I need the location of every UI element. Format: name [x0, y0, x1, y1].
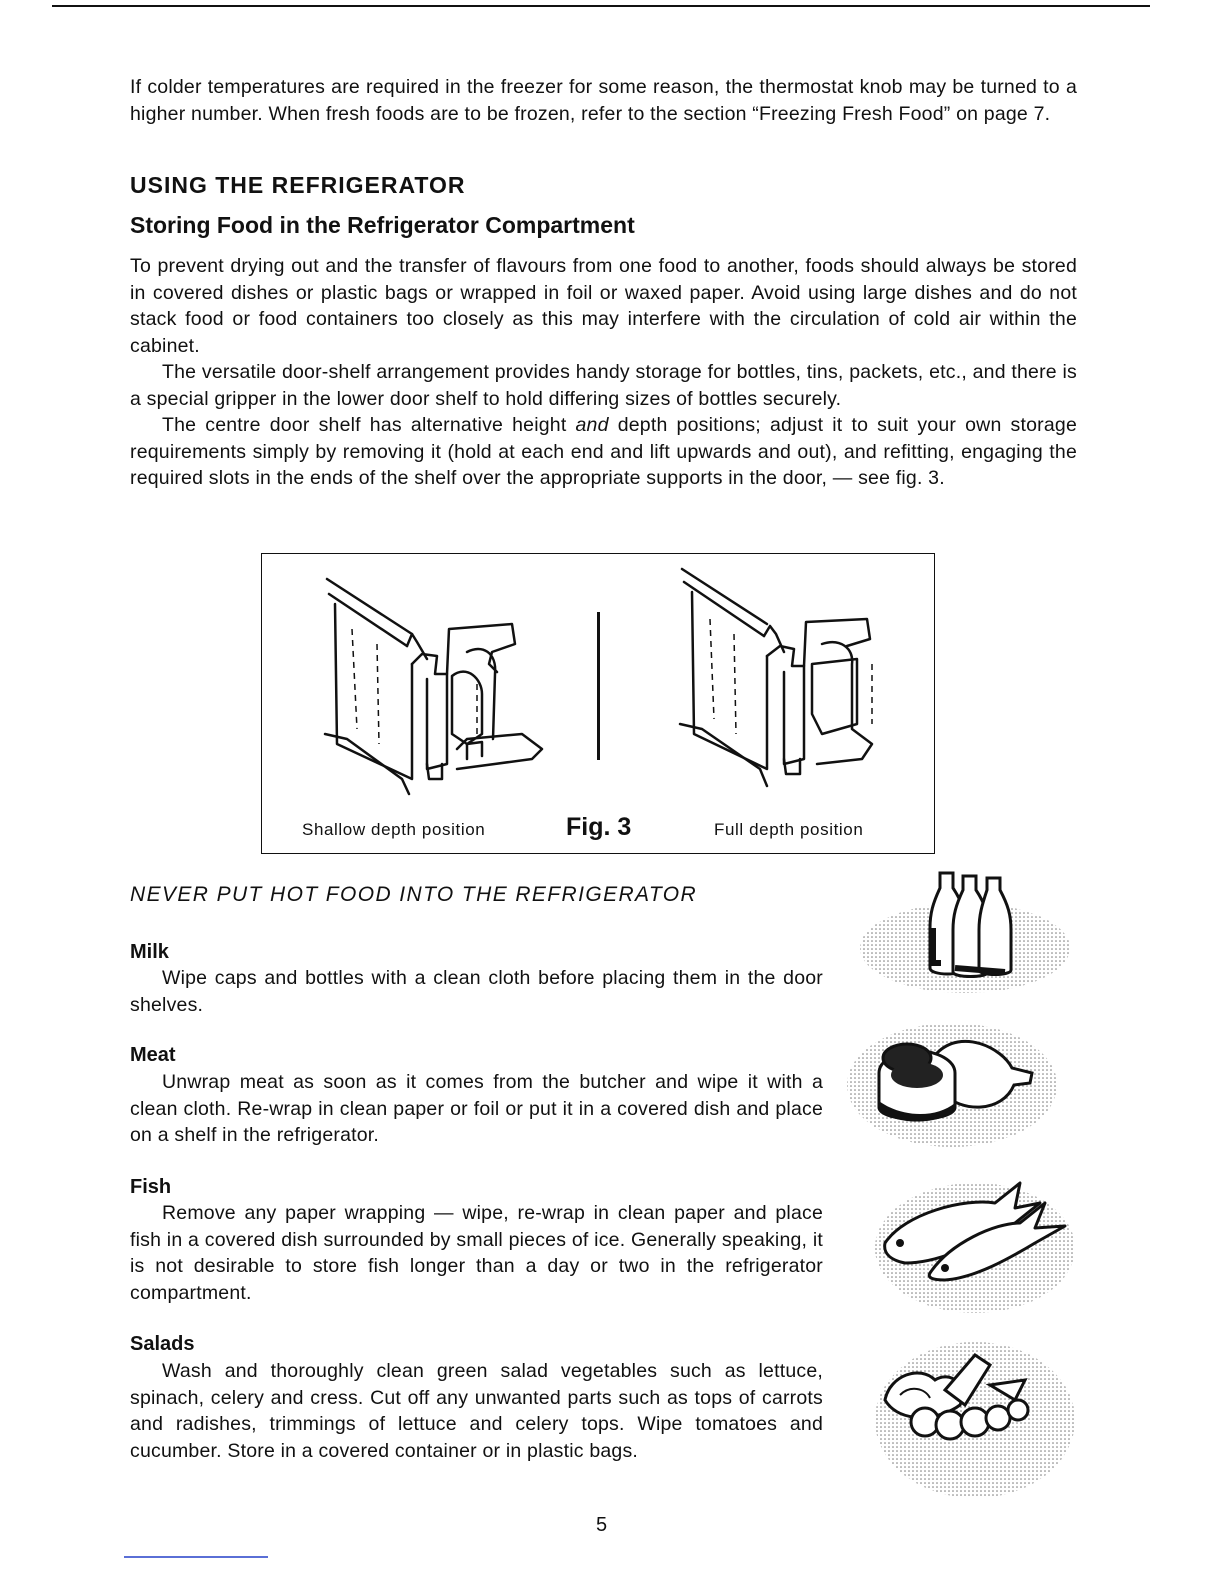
milk-body: [130, 965, 823, 1018]
meat-heading: Meat: [130, 1044, 176, 1066]
milk-bottles-icon: [855, 868, 1075, 998]
paragraph-3-emphasis: and: [575, 414, 609, 436]
milk-text: Wipe caps and bottles with a clean cloth before placing them in the door shelves.: [130, 967, 823, 1016]
bottom-rule: [124, 1556, 268, 1558]
storage-paragraph-2: The versatile door-shelf arrangement provides handy storage for bottles, tins, packets, etc., and there is a special gripper in the lower door shelf to hold differing sizes of bottles securely.: [130, 361, 1077, 410]
figure-divider: [597, 612, 600, 760]
full-depth-caption: Full depth position: [714, 820, 864, 839]
shallow-depth-caption: Shallow depth position: [302, 820, 486, 839]
hot-food-warning: NEVER PUT HOT FOOD INTO THE REFRIGERATOR: [130, 883, 698, 906]
fish-heading: Fish: [130, 1176, 172, 1198]
full-depth-shelf-drawing: [672, 564, 912, 799]
figure-3-box: [261, 553, 935, 854]
section-subtitle: Storing Food in the Refrigerator Compartment: [130, 212, 635, 238]
figure-label: Fig. 3: [566, 813, 632, 841]
meat-text: Unwrap meat as soon as it comes from the butcher and wipe it with a clean cloth. Re-wrap in clean paper or foil or put it in a covered dish and place on a shelf in the refrigerator.: [130, 1071, 823, 1146]
storage-paragraph-1: To prevent drying out and the transfer of flavours from one food to another, foods should always be stored in covered dishes or plastic bags or wrapped in foil or waxed paper. Avoid using large dishes and do not stack food or food containers too closely as this may interfere with the circulation of cold air within the cabinet.: [130, 255, 1077, 357]
milk-heading: Milk: [130, 941, 169, 963]
meat-icon: [842, 1013, 1067, 1158]
salads-heading: Salads: [130, 1333, 195, 1355]
fish-body: [130, 1200, 823, 1306]
shallow-depth-shelf-drawing: [317, 564, 557, 799]
salads-text: Wash and thoroughly clean green salad vegetables such as lettuce, spinach, celery and cress. Cut off any unwanted parts such as tops of carrots and radishes, trimmings of lettuce and celery tops. Wipe tomatoes and cucumber. Store in a covered container or in plastic bags.: [130, 1360, 823, 1462]
storage-paragraph-3: [130, 412, 1077, 492]
salad-vegetables-icon: [840, 1330, 1080, 1505]
storage-paragraphs: [130, 253, 1077, 492]
salads-body: [130, 1358, 823, 1464]
intro-paragraph: If colder temperatures are required in the freezer for some reason, the thermostat knob may be turned to a higher number. When fresh foods are to be frozen, refer to the section “Freezing Fresh Food” on page 7.: [130, 76, 1077, 125]
section-title: USING THE REFRIGERATOR: [130, 172, 466, 198]
fish-text: Remove any paper wrapping — wipe, re-wrap in clean paper and place fish in a covered dish surrounded by small pieces of ice. Generally speaking, it is not desirable to store fish longer than a day or two in the refrigerator compartment.: [130, 1202, 823, 1304]
paragraph-3-end: depth positions; adjust it to suit your own storage requirements simply by removing it (hold at each end and lift upwards and out), and refitting, engaging the required slots in the ends of the shelf over the appropriate supports in the door, — see fig. 3.: [130, 414, 1077, 489]
top-rule: [52, 5, 1150, 7]
fish-icon: [835, 1168, 1080, 1323]
meat-body: [130, 1069, 823, 1149]
intro-paragraph-block: [130, 74, 1077, 127]
page-number: 5: [596, 1514, 608, 1536]
paragraph-3-start: The centre door shelf has alternative height: [162, 414, 576, 436]
